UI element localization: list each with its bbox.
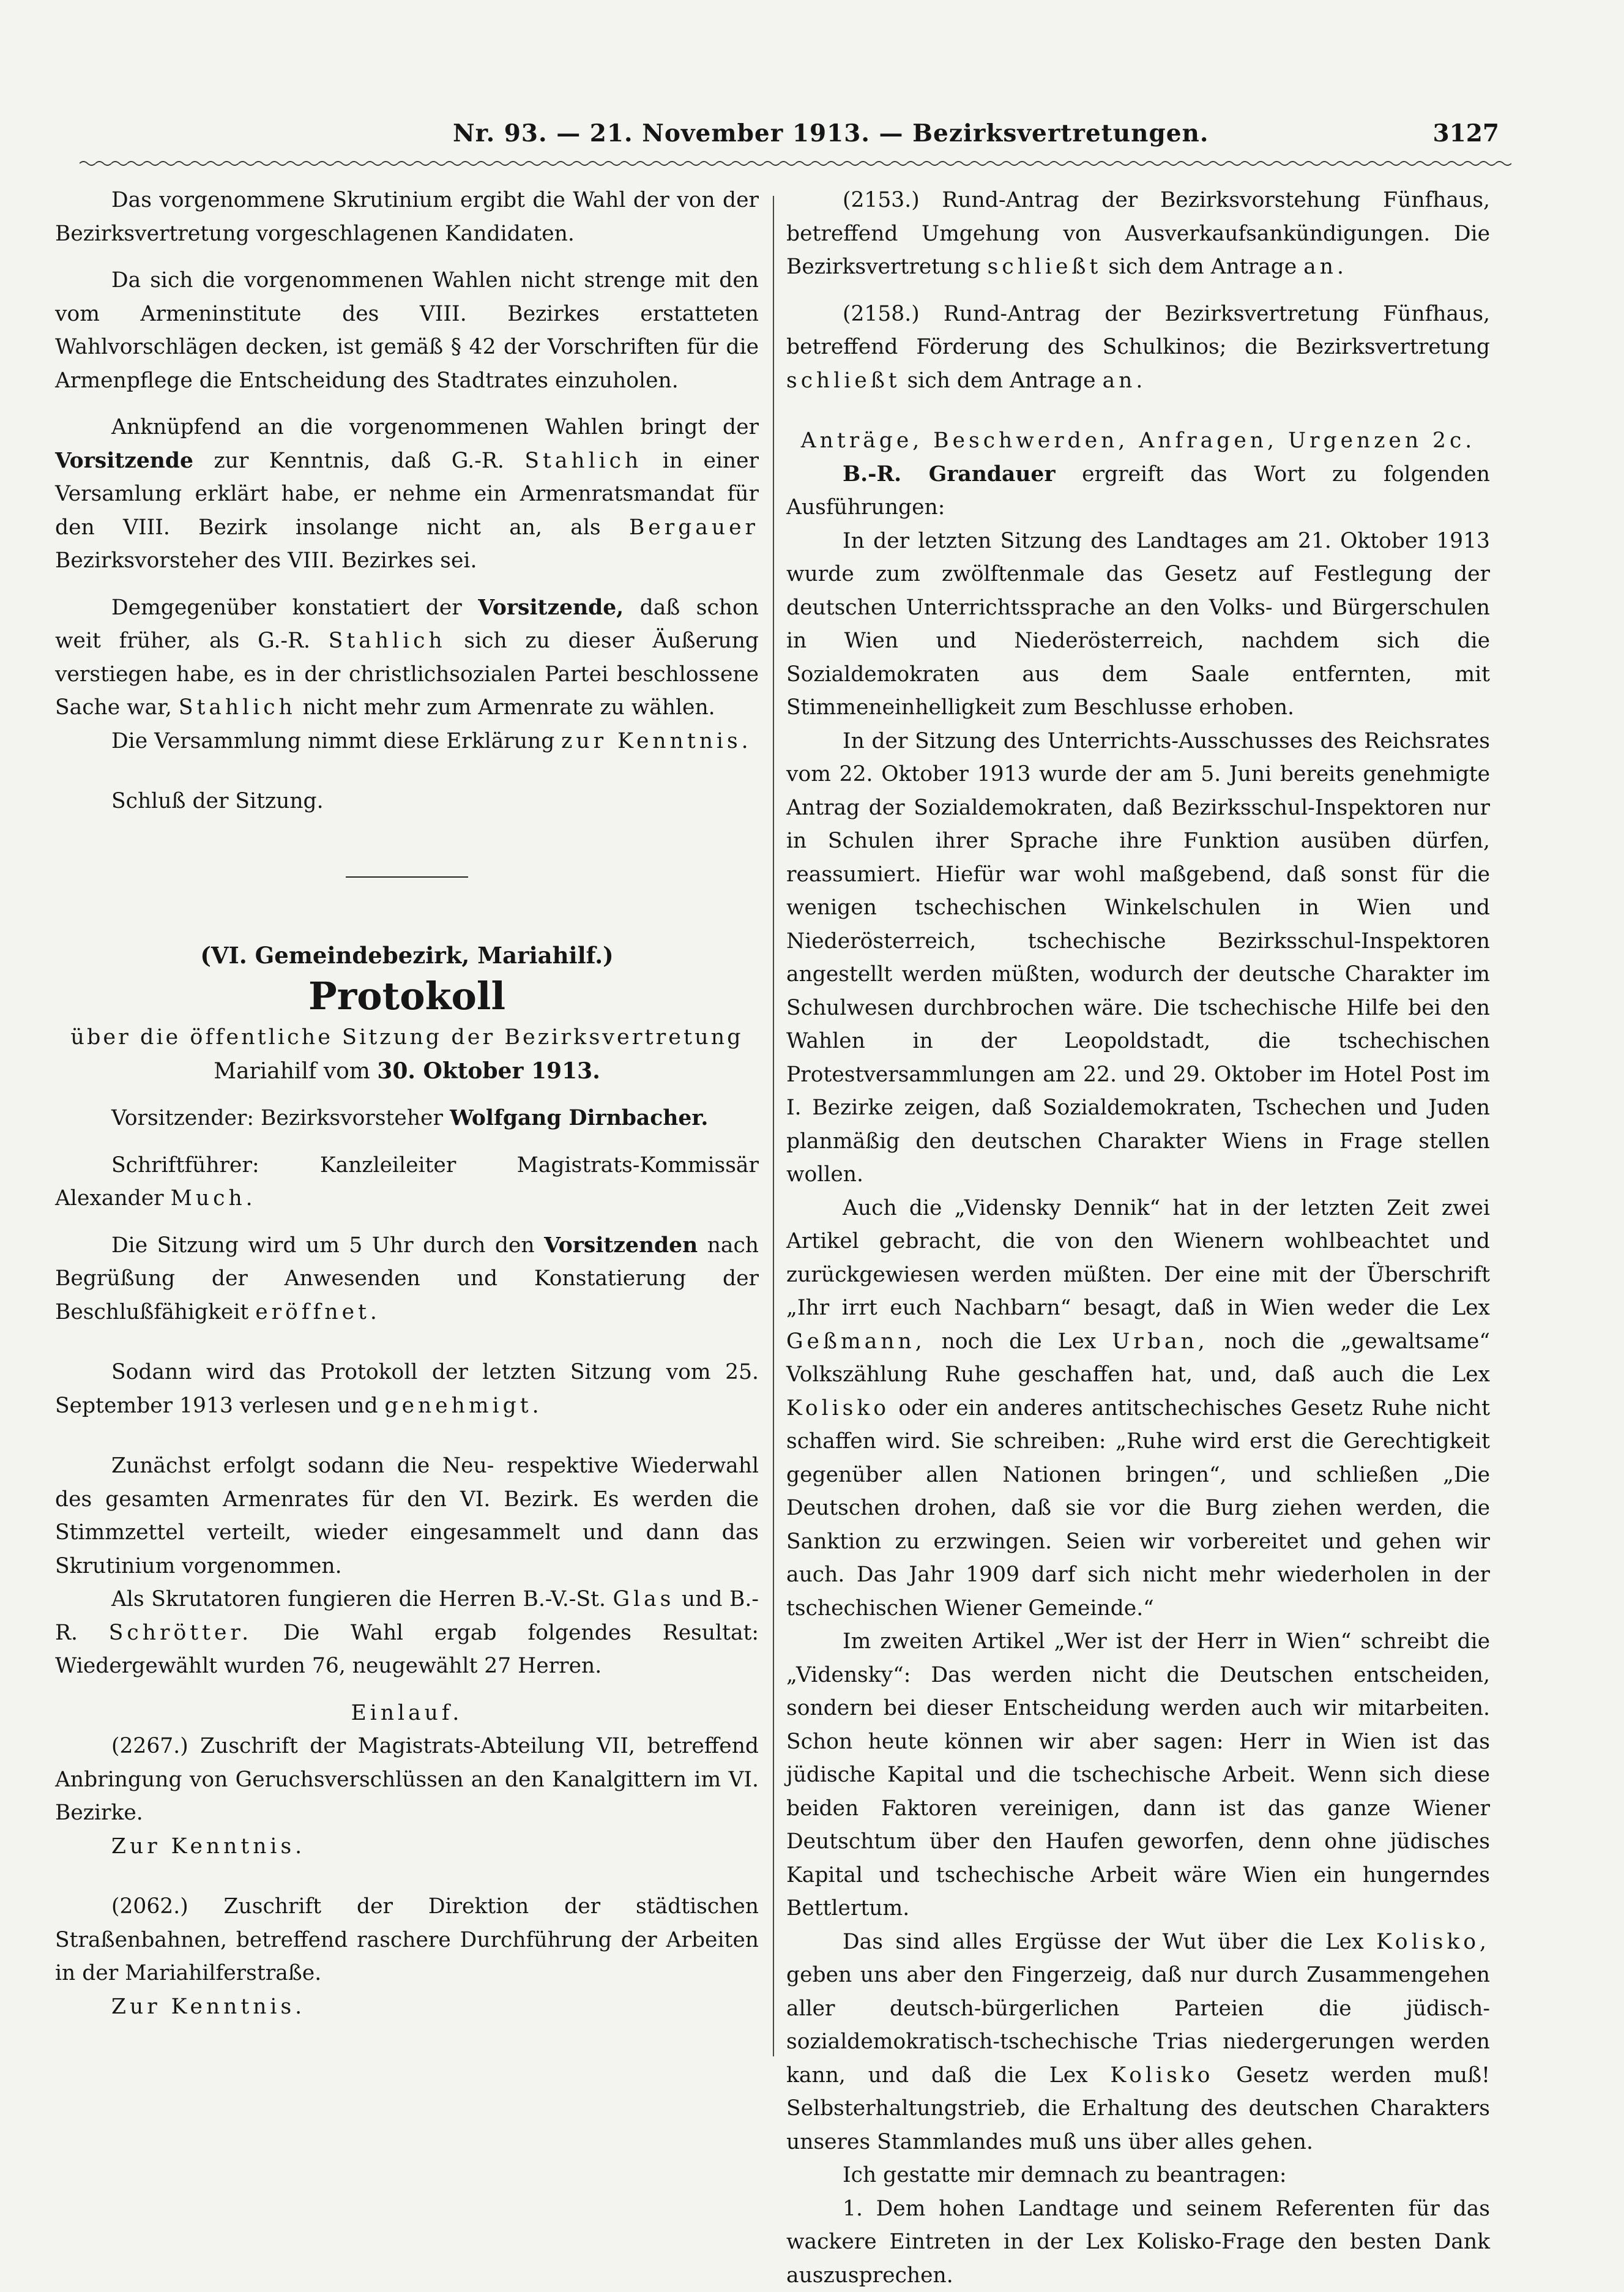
paragraph-beantragen: Ich gestatte mir demnach zu beantragen: bbox=[786, 2159, 1490, 2192]
paragraph-landtag: In der letzten Sitzung des Landtages am 21. Oktober 1913 wurde zum zwölftenmale das Gesetz auf Festlegung der deutschen Unterrichtssprache an den Volks- und Bürgerschulen in Wien und Niederösterreich, nachdem sich die Sozialdemokraten aus dem Saale entfernten, mit Stimmeneinhelligkeit zum Beschlusse erhoben. bbox=[786, 524, 1490, 725]
opening-paragraph: Die Sitzung wird um 5 Uhr durch den Vorsitzenden nach Begrüßung der Anwesenden und Konstatierung der Beschlußfähigkeit eröffnet. bbox=[55, 1229, 759, 1329]
paragraph-anknuepfend: Anknüpfend an die vorgenommenen Wahlen bringt der Vorsitzende zur Kenntnis, daß G.-R. Stahlich in einer Versamlung erklärt habe, er nehme ein Armenratsmandat für den VIII. Bezirk insolange nicht an, als Bergauer Bezirksvorsteher des VIII. Bezirkes sei. bbox=[55, 411, 759, 578]
page-header bbox=[98, 119, 1499, 156]
paragraph-vidensky-1: Auch die „Vidensky Dennik“ hat in der letzten Zeit zwei Artikel gebracht, die von den Wienern wohlbeachtet und zurückgewiesen werden müßten. Der eine mit der Überschrift „Ihr irrt euch Nachbarn“ besagt, daß in Wien weder die Lex Geßmann, noch die Lex Urban, noch die „gewaltsame“ Volkszählung Ruhe geschaffen hat, und, daß auch die Lex Kolisko oder ein anderes antitschechisches Gesetz Ruhe nicht schaffen wird. Sie schreiben: „Ruhe wird erst die Gerechtigkeit gegenüber allen Nationen bringen“, und schließen „Die Deutschen drohen, daß sie vor die Burg ziehen werden, die Sanktion zu erzwingen. Seien wir vorbereitet und gehen wir auch. Das Jahr 1909 darf sich nicht mehr wiederholen in der tschechischen Wiener Gemeinde.“ bbox=[786, 1192, 1490, 1626]
paragraph-ergusse: Das sind alles Ergüsse der Wut über die Lex Kolisko, geben uns aber den Fingerzeig, daß nur durch Zusammengehen aller deutsch-bürgerlichen Parteien die jüdisch-sozialdemokratisch-tschechische Trias niedergerungen werden kann, und daß die Lex Kolisko Gesetz werden muß! Selbsterhaltungstrieb, die Erhaltung des deutschen Charakters unseres Stammlandes muß uns über alles gehen. bbox=[786, 1925, 1490, 2159]
speaker-intro: B.-R. Grandauer ergreift das Wort zu folgenden Ausführungen: bbox=[786, 458, 1490, 524]
paragraph-reichsrat: In der Sitzung des Unterrichts-Ausschusses des Reichsrates vom 22. Oktober 1913 wurde der am 5. Juni bereits genehmigte Antrag der Sozialdemokraten, daß Bezirksschul-Inspektoren nur in Schulen ihrer Sprache ihre Funktion ausüben dürfen, reassumiert. Hiefür war wohl maßgebend, daß sonst für die wenigen tschechischen Winkelschulen in Wien und Niederösterreich, tschechische Bezirksschul-Inspektoren angestellt werden müßten, wodurch der deutsche Charakter im Schulwesen durchbrochen wäre. Die tschechische Hilfe bei den Wahlen in der Leopoldstadt, die tschechischen Protestversammlungen am 22. und 29. Oktober im Hotel Post im I. Bezirke zeigen, daß Sozialdemokraten, Tschechen und Juden planmäßig den deutschen Charakter Wiens in Frage stellen wollen. bbox=[786, 725, 1490, 1192]
protokoll-title: Protokoll bbox=[55, 972, 759, 1021]
election-paragraph: Zunächst erfolgt sodann die Neu- respektive Wiederwahl des gesamten Armenrates für den VI. Bezirk. Es werden die Stimmzettel verteilt, wieder eingesammelt und dann das Skrutinium vorgenommen. bbox=[55, 1449, 759, 1583]
wavy-rule bbox=[80, 159, 1511, 168]
item-2267: (2267.) Zuschrift der Magistrats-Abteilung VII, betreffend Anbringung von Geruchsverschlüssen an den Kanalgittern im VI. Bezirke. bbox=[55, 1730, 759, 1830]
chair-name: Vorsitzende bbox=[55, 449, 193, 473]
item-2062-result: Zur Kenntnis. bbox=[55, 1990, 759, 2024]
district-heading: (VI. Gemeindebezirk, Mariahilf.) bbox=[55, 939, 759, 972]
session-date: Mariahilf vom 30. Oktober 1913. bbox=[55, 1055, 759, 1089]
einlauf-heading: Einlauf. bbox=[55, 1697, 759, 1730]
scrutators-paragraph: Als Skrutatoren fungieren die Herren B.-V.-St. Glas und B.-R. Schrötter. Die Wahl ergab folgendes Resultat: Wiedergewählt wurden 76, neugewählt 27 Herren. bbox=[55, 1583, 759, 1683]
paragraph-motion-1: 1. Dem hohen Landtage und seinem Referenten für das wackere Eintreten in der Lex Kolisko-Frage den besten Dank auszusprechen. bbox=[786, 2192, 1490, 2292]
motions-heading: Anträge, Beschwerden, Anfragen, Urgenzen 2c. bbox=[786, 424, 1490, 458]
item-2267-result: Zur Kenntnis. bbox=[55, 1830, 759, 1864]
paragraph-vidensky-2: Im zweiten Artikel „Wer ist der Herr in Wien“ schreibt die „Vidensky“: Das werden nicht die Deutschen entscheiden, sondern bei dieser Entscheidung werden auch wir mitarbeiten. Schon heute können wir aber sagen: Herr in Wien ist das jüdische Kapital und die tschechische Arbeit. Wenn sich diese beiden Faktoren vereinigen, dann ist das ganze Wiener Deutschtum über den Haufen geworfen, denn ohne jüdisches Kapital und tschechische Arbeit wäre Wien ein hungerndes Bettlertum. bbox=[786, 1625, 1490, 1925]
secretary-line: Schriftführer: Kanzleileiter Magistrats-Kommissär Alexander Much. bbox=[55, 1149, 759, 1215]
item-2158: (2158.) Rund-Antrag der Bezirksvertretung Fünfhaus, betreffend Förderung des Schulkinos; die Bezirksvertretung schließt sich dem Antrage an. bbox=[786, 297, 1490, 398]
left-column bbox=[55, 184, 759, 2023]
paragraph-skrutinium: Das vorgenommene Skrutinium ergibt die Wahl der von der Bezirksvertretung vorgeschlagenen Kandidaten. bbox=[55, 184, 759, 250]
item-2062: (2062.) Zuschrift der Direktion der städtischen Straßenbahnen, betreffend raschere Durchführung der Arbeiten in der Mariahilferstraße. bbox=[55, 1890, 759, 1990]
paragraph-demgegenueber: Demgegenüber konstatiert der Vorsitzende, daß schon weit früher, als G.-R. Stahlich sich zu dieser Äußerung verstiegen habe, es in der christlichsozialen Partei beschlossene Sache war, Stahlich nicht mehr zum Armenrate zu wählen. bbox=[55, 591, 759, 725]
right-column bbox=[786, 184, 1490, 2292]
paragraph-versammlung: Die Versammlung nimmt diese Erklärung zur Kenntnis. bbox=[55, 725, 759, 758]
section-divider bbox=[346, 876, 468, 878]
chair-line: Vorsitzender: Bezirksvorsteher Wolfgang Dirnbacher. bbox=[55, 1102, 759, 1135]
protocol-read-paragraph: Sodann wird das Protokoll der letzten Sitzung vom 25. September 1913 verlesen und genehmigt. bbox=[55, 1356, 759, 1422]
session-subtitle: über die öffentliche Sitzung der Bezirksvertretung bbox=[55, 1021, 759, 1055]
page-number: 3127 bbox=[1432, 119, 1499, 147]
running-header-title: Nr. 93. — 21. November 1913. — Bezirksvertretungen. bbox=[453, 119, 1209, 147]
paragraph-wahlen: Da sich die vorgenommenen Wahlen nicht strenge mit den vom Armeninstitute des VIII. Bezirkes erstatteten Wahlvorschlägen decken, ist gemäß § 42 der Vorschriften für die Armenpflege die Entscheidung des Stadtrates einzuholen. bbox=[55, 264, 759, 397]
paragraph-schluss: Schluß der Sitzung. bbox=[55, 785, 759, 818]
column-divider bbox=[773, 196, 774, 2056]
item-2153: (2153.) Rund-Antrag der Bezirksvorstehung Fünfhaus, betreffend Umgehung von Ausverkaufsankündigungen. Die Bezirksvertretung schließt sich dem Antrage an. bbox=[786, 184, 1490, 284]
